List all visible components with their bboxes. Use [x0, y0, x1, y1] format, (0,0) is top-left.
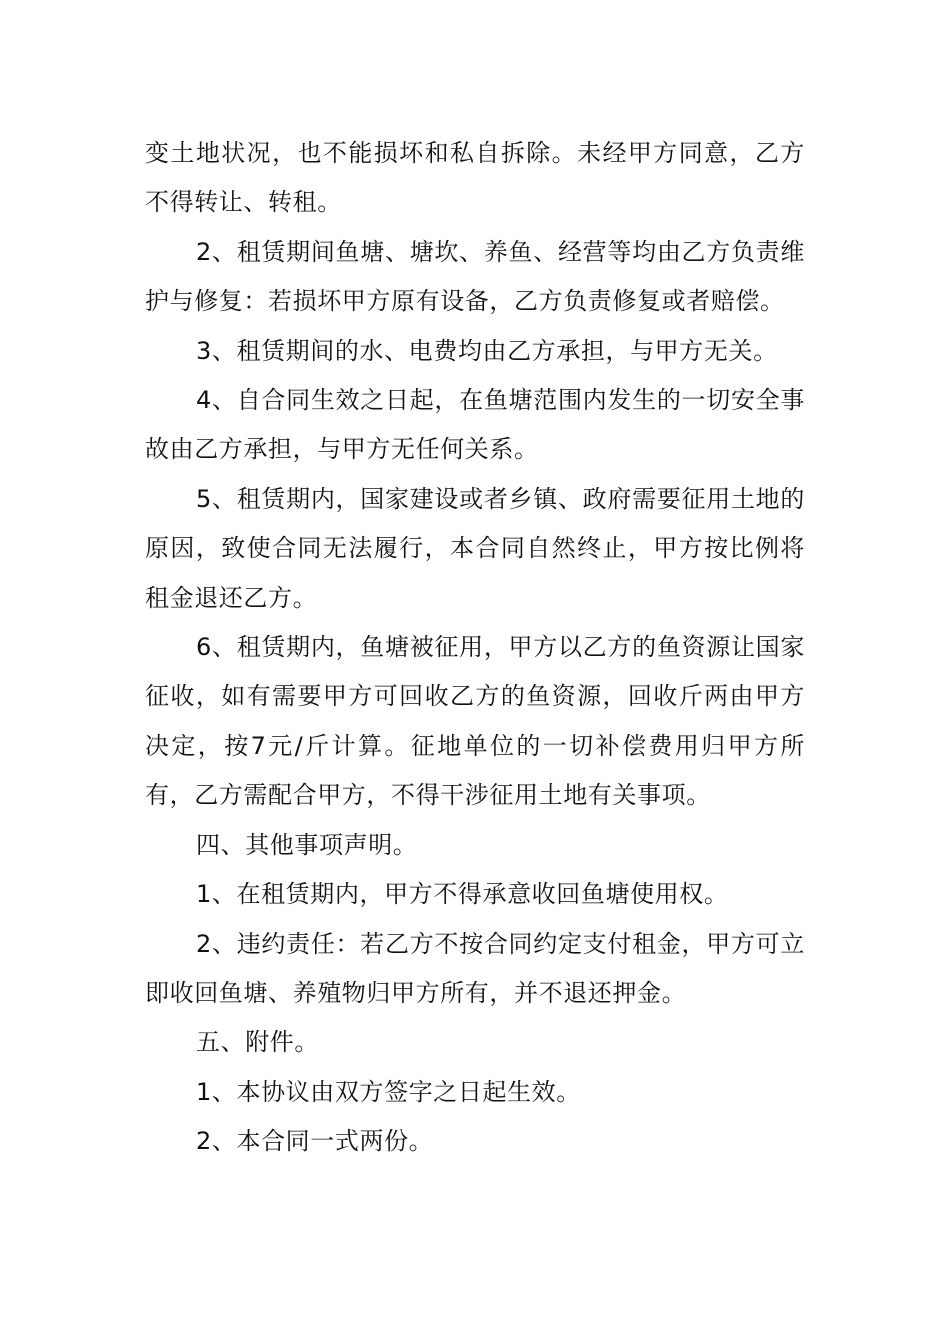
paragraph-continuation: 变土地状况，也不能损坏和私自拆除。未经甲方同意，乙方不得转让、转租。 — [145, 139, 805, 217]
section-5-clause-1: 1、本协议由双方签字之日起生效。 — [196, 1077, 581, 1106]
document-body — [145, 129, 805, 1167]
section-5-heading: 五、附件。 — [196, 1028, 319, 1057]
section-4-clause-2: 2、违约责任：若乙方不按合同约定支付租金，甲方可立即收回鱼塘、养殖物归甲方所有，并不退还押金。 — [145, 929, 805, 1007]
clause-3-utilities: 3、租赁期间的水、电费均由乙方承担，与甲方无关。 — [196, 336, 778, 365]
clause-5-expropriation: 5、租赁期内，国家建设或者乡镇、政府需要征用土地的原因，致使合同无法履行，本合同自然终止，甲方按比例将租金退还乙方。 — [145, 484, 805, 612]
section-4-heading: 四、其他事项声明。 — [196, 830, 418, 859]
clause-2-maintenance: 2、租赁期间鱼塘、塘坎、养鱼、经营等均由乙方负责维护与修复：若损坏甲方原有设备，乙方负责修复或者赔偿。 — [145, 237, 805, 316]
section-5-clause-2: 2、本合同一式两份。 — [196, 1127, 434, 1156]
clause-6-fish-resources: 6、租赁期内，鱼塘被征用，甲方以乙方的鱼资源让国家征收，如有需要甲方可回收乙方的鱼资源，回收斤两由甲方决定，按7元/斤计算。征地单位的一切补偿费用归甲方所有，乙方需配合甲方，不得干涉征用土地有关事项。 — [145, 633, 805, 810]
clause-4-safety: 4、自合同生效之日起，在鱼塘范围内发生的一切安全事故由乙方承担，与甲方无任何关系。 — [145, 386, 805, 464]
section-4-clause-1: 1、在租赁期内，甲方不得承意收回鱼塘使用权。 — [196, 880, 729, 909]
